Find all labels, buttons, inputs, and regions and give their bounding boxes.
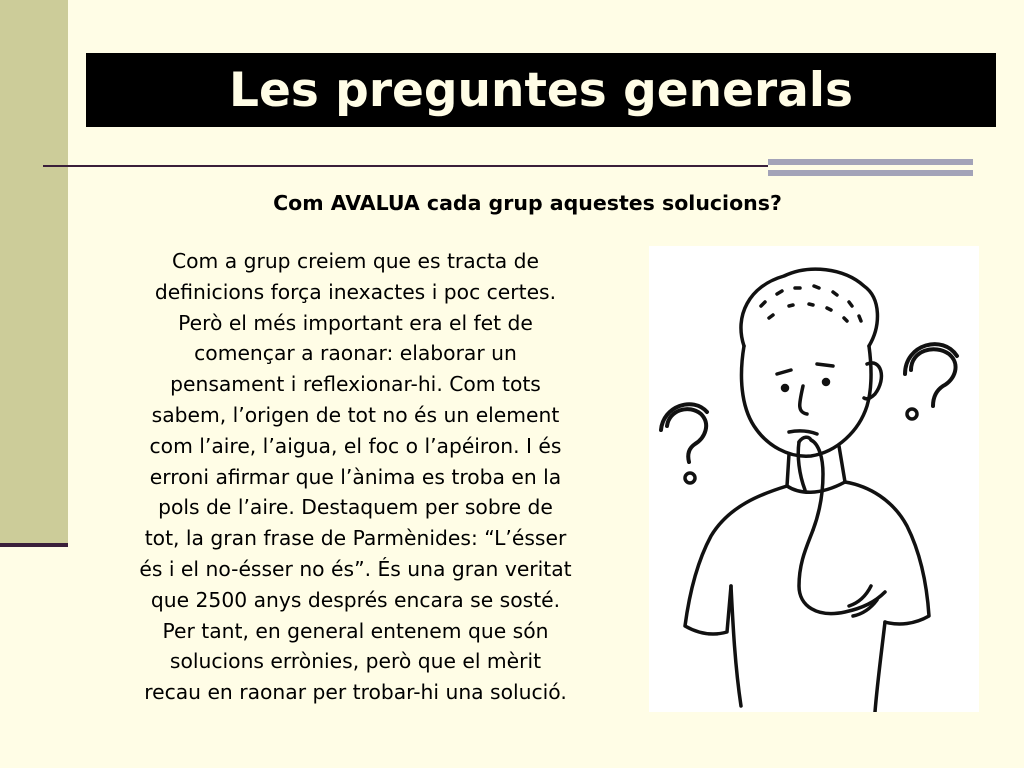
body-line: erroni afirmar que l’ànima es troba en la: [149, 464, 562, 489]
slide-title: Les preguntes generals: [229, 62, 853, 118]
left-accent-bar: [0, 0, 68, 545]
body-line: pensament i reflexionar-hi. Com tots: [170, 372, 541, 397]
divider-bar-top: [768, 159, 973, 165]
slide-subtitle: Com AVALUA cada grup aquestes solucions?: [273, 191, 782, 215]
body-line: que 2500 anys després encara se sosté.: [150, 587, 561, 612]
body-paragraph: [68, 246, 643, 708]
body-line: recau en raonar per trobar-hi una solució.: [144, 680, 567, 705]
divider-bars: [768, 158, 973, 178]
title-banner: [86, 53, 996, 127]
thinking-person-illustration: [649, 246, 979, 712]
body-line: començar a raonar: elaborar un: [194, 341, 517, 366]
body-line: sabem, l’origen de tot no és un element: [151, 402, 560, 427]
body-line: Com a grup creiem que es tracta de: [171, 249, 540, 273]
body-line: solucions errònies, però que el mèrit: [169, 649, 542, 674]
body-line: és i el no-ésser no és”. És una gran veritat: [139, 556, 572, 581]
body-line: pols de l’aire. Destaquem per sobre de: [158, 495, 553, 520]
body-line: Però el més important era el fet de: [178, 310, 533, 335]
body-line: definicions força inexactes i poc certes.: [154, 279, 557, 304]
body-line: com l’aire, l’aigua, el foc o l’apéiron. I és: [149, 433, 562, 458]
divider-bar-bottom: [768, 170, 973, 176]
body-line: tot, la gran frase de Parmènides: “L’ésser: [144, 526, 567, 551]
thinking-person-icon: [649, 246, 979, 712]
divider-line: [43, 165, 768, 167]
body-line: Per tant, en general entenem que són: [162, 618, 549, 643]
left-accent-line: [0, 543, 68, 547]
